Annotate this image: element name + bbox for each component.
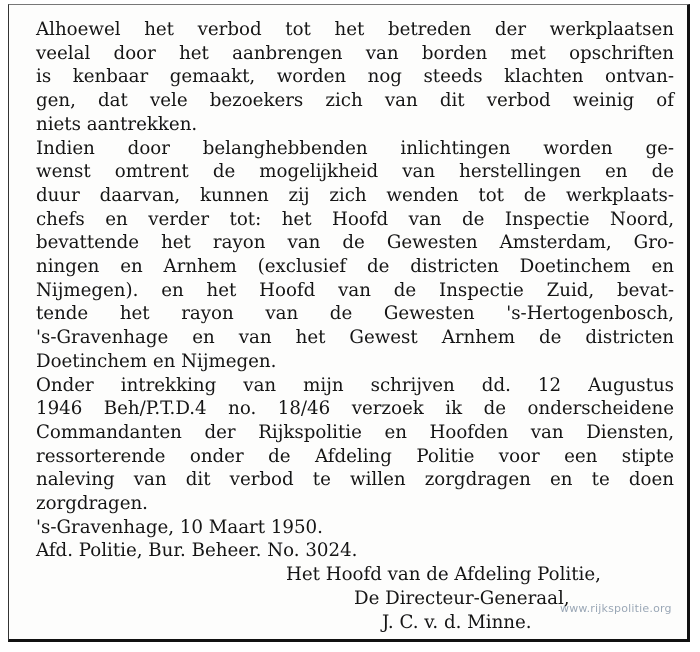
text-line: ressorterende onder de Afdeling Politie voor een stipte — [36, 445, 674, 467]
text-line: Nijmegen). en het Hoofd van de Inspectie Zuid, bevat- — [36, 279, 674, 301]
text-line: Doetinchem en Nijmegen. — [36, 350, 277, 372]
signature-block — [36, 563, 674, 634]
text-line: Indien door belanghebbenden inlichtingen worden ge- — [36, 137, 674, 159]
text-line: wenst omtrent de mogelijkheid van herstellingen en de — [36, 161, 674, 183]
text-line: duur daarvan, kunnen zij zich wenden tot de werkplaats- — [36, 184, 674, 206]
signature-role: De Directeur-Generaal, — [354, 587, 570, 609]
date-line: 's-Gravenhage, 10 Maart 1950. — [36, 516, 323, 538]
text-line: chefs en verder tot: het Hoofd van de Inspectie Noord, — [36, 208, 674, 230]
signature-name: J. C. v. d. Minne. — [382, 611, 532, 633]
text-line: Commandanten der Rijkspolitie en Hoofden van Diensten, — [36, 421, 674, 443]
text-line: bevattende het rayon van de Gewesten Amsterdam, Gro- — [36, 232, 674, 254]
document-text — [36, 18, 674, 634]
text-line: gen, dat vele bezoekers zich van dit verbod weinig of — [36, 90, 674, 112]
text-line: Onder intrekking van mijn schrijven dd. 12 Augustus — [36, 374, 674, 396]
closing-block — [36, 516, 674, 563]
text-line: zorgdragen. — [36, 493, 148, 515]
text-line: niets aantrekken. — [36, 113, 198, 135]
text-line: veelal door het aanbrengen van borden met opschriften — [36, 42, 674, 64]
text-line: naleving van dit verbod te willen zorgdragen en te doen — [36, 469, 674, 491]
text-line: 1946 Beh/P.T.D.4 no. 18/46 verzoek ik de onderscheidene — [36, 398, 674, 420]
text-line: tende het rayon van de Gewesten 's-Hertogenbosch, — [36, 303, 674, 325]
watermark: www.rijkspolitie.org — [560, 602, 672, 615]
text-line: is kenbaar gemaakt, worden nog steeds klachten ontvan- — [36, 66, 674, 88]
paragraph-2 — [36, 137, 674, 374]
text-line: 's-Gravenhage en van het Gewest Arnhem de districten — [36, 327, 674, 349]
paragraph-1 — [36, 18, 674, 137]
reference-line: Afd. Politie, Bur. Beheer. No. 3024. — [36, 540, 358, 562]
text-line: ningen en Arnhem (exclusief de districten Doetinchem en — [36, 256, 674, 278]
text-line: Alhoewel het verbod tot het betreden der werkplaatsen — [36, 19, 674, 40]
paragraph-3 — [36, 374, 674, 516]
signature-title: Het Hoofd van de Afdeling Politie, — [286, 564, 601, 586]
